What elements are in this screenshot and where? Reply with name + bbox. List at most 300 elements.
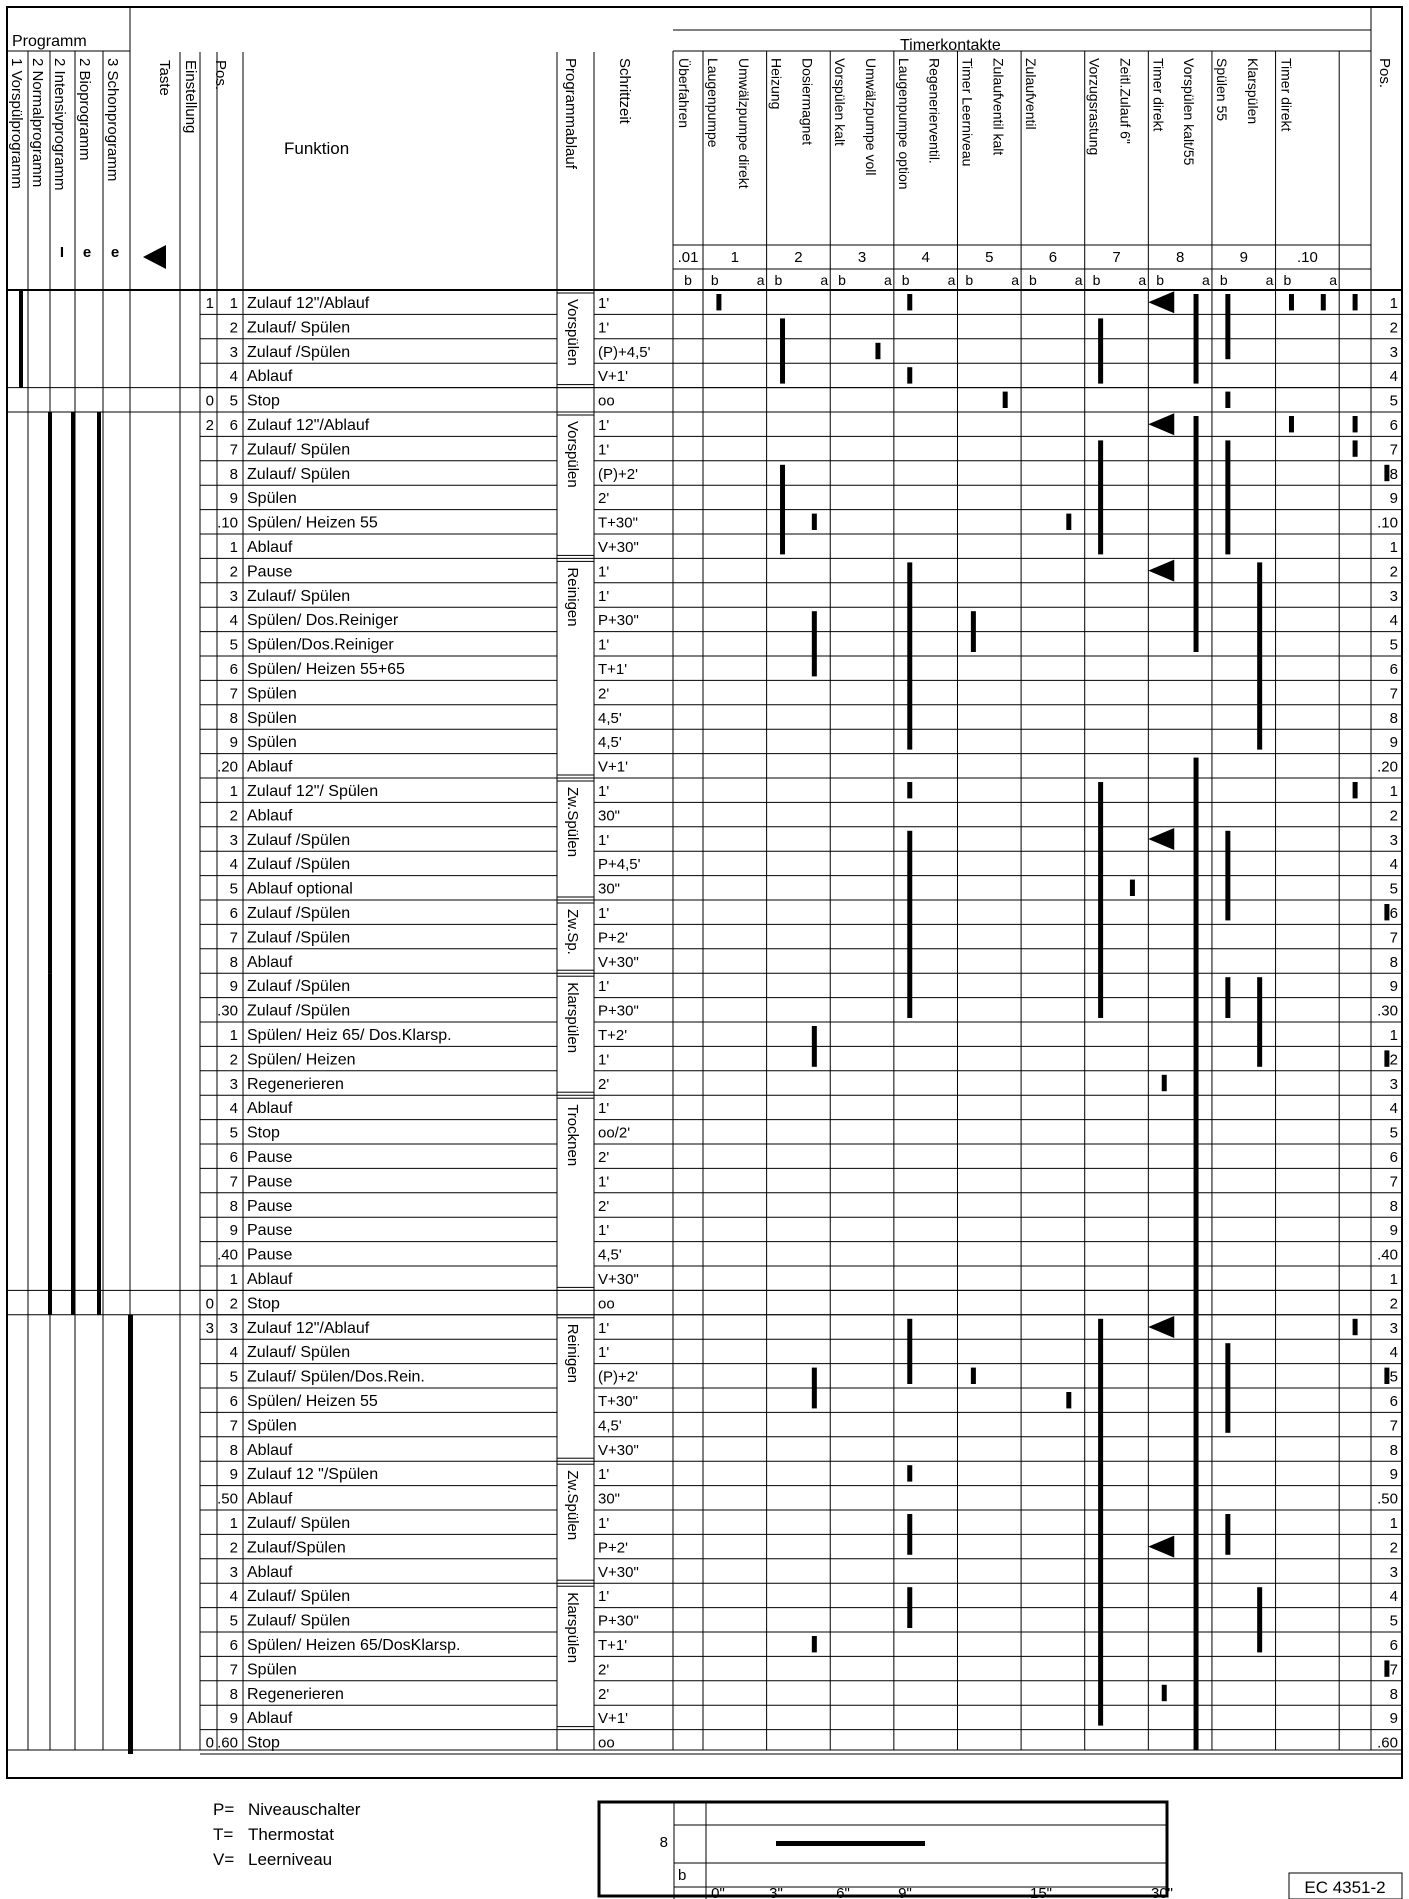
outer-frame (7, 7, 1402, 1778)
legend-key: V= (213, 1850, 235, 1869)
contact-bar (812, 514, 817, 530)
right-position: 5 (1389, 392, 1398, 410)
step-time: T+30" (598, 514, 638, 532)
position-value: 7 (229, 685, 238, 703)
position-value: 6 (229, 905, 238, 922)
function-text: Zulauf 12"/Ablauf (247, 417, 370, 434)
right-position: 6 (1389, 661, 1398, 678)
contact-bar (907, 1514, 912, 1555)
step-time: P+2' (598, 1539, 628, 1557)
right-position: 3 (1389, 587, 1398, 605)
step-time: 2' (598, 1685, 610, 1703)
right-position: 1 (1389, 295, 1398, 312)
right-position: 2 (1389, 1051, 1398, 1069)
function-text: Spülen/ Heiz 65/ Dos.Klarsp. (247, 1027, 452, 1044)
function-text: Zulauf /Spülen (247, 929, 351, 947)
function-text: Ablauf (247, 1441, 293, 1459)
step-time: 30" (598, 807, 621, 825)
contact-bar (1353, 416, 1358, 432)
contact-bar (1384, 1050, 1389, 1066)
phase-label: Zw.Sp. (564, 909, 581, 955)
contact-name-2-0: Heizung (768, 58, 785, 110)
function-text: Ablauf (247, 1490, 293, 1508)
legend-key: T= (213, 1825, 234, 1844)
contact-bar (907, 1587, 912, 1628)
function-text: Pause (247, 1149, 293, 1166)
step-time: 2' (598, 1149, 610, 1166)
ab-label: a (1329, 272, 1338, 288)
contact-bar (1162, 1075, 1167, 1091)
right-position: 2 (1389, 1295, 1398, 1313)
contact-bar (875, 343, 880, 359)
position-value: .40 (217, 1246, 238, 1264)
einstellung-value: 2 (205, 417, 214, 434)
position-value: 9 (229, 734, 238, 752)
step-time: oo (598, 392, 615, 410)
program-mark-4: e (110, 244, 120, 261)
step-time: 1' (598, 441, 610, 459)
ab-label: a (1265, 272, 1274, 288)
contact-bar (1194, 758, 1199, 1750)
ab-label: a (1138, 272, 1147, 288)
step-time: 1' (598, 1100, 610, 1118)
function-text: Stop (247, 1124, 280, 1142)
contact-bar (1194, 416, 1199, 652)
ab-label: b (1092, 272, 1101, 288)
program-header-4: 3 Schonprogramm (104, 58, 121, 182)
step-time: 4,5' (598, 1417, 622, 1435)
right-position: 2 (1389, 563, 1398, 581)
contact-bar (1066, 1392, 1071, 1408)
step-time: (P)+2' (598, 465, 638, 483)
contact-bar (1353, 782, 1358, 798)
program-header-1: 2 Normalprogramm (29, 58, 46, 188)
einstellung-label: Einstellung (182, 60, 199, 134)
position-value: 2 (229, 1051, 238, 1069)
function-text: Zulauf/ Spülen (247, 1588, 351, 1606)
taste-label: Taste (156, 60, 173, 96)
position-value: 3 (229, 587, 238, 605)
position-value: 1 (229, 1271, 238, 1288)
step-time: T+2' (598, 1027, 628, 1044)
function-text: Pause (247, 563, 293, 581)
right-position: 9 (1389, 734, 1398, 752)
ab-label: a (820, 272, 829, 288)
right-position: 8 (1389, 1441, 1398, 1459)
position-value: 4 (229, 1344, 238, 1362)
function-text: Zulauf 12 "/Spülen (247, 1466, 379, 1484)
einstellung-value: 1 (205, 295, 214, 312)
contact-bar (1130, 880, 1135, 896)
step-time: 30" (598, 1490, 621, 1508)
doc-code: EC 4351-2 (1304, 1878, 1386, 1897)
contact-bar (971, 1368, 976, 1384)
contact-name-10-0: Timer direkt (1278, 58, 1295, 132)
contact-bar (1353, 1319, 1358, 1335)
position-value: 3 (229, 343, 238, 361)
right-position: 6 (1389, 1637, 1398, 1654)
contact-bar (1384, 465, 1389, 481)
contact-name-9-0: Spülen 55 (1213, 58, 1230, 122)
right-position: 9 (1389, 1222, 1398, 1240)
right-position: 4 (1389, 1344, 1398, 1362)
step-time: V+30" (598, 1271, 639, 1288)
ab-label: a (756, 272, 765, 288)
step-time: 1' (598, 1319, 610, 1337)
legend-key: P= (213, 1800, 235, 1819)
step-time: 2' (598, 1075, 610, 1093)
ab-label: b (774, 272, 783, 288)
contact-bar (907, 294, 912, 310)
ab-label: a (883, 272, 892, 288)
contact-name-7-0: Vorzugsrastung (1086, 58, 1103, 156)
phase-label: Trocknen (564, 1104, 581, 1167)
contact-name-8-1: Vorspülen kalt/55 (1181, 58, 1198, 166)
function-text: Ablauf (247, 1100, 293, 1118)
position-value: 7 (229, 441, 238, 459)
function-text: Spülen (247, 734, 297, 752)
contact-name-9-1: Klarspülen (1244, 58, 1261, 125)
position-value: 1 (229, 783, 238, 800)
ab-label: b (1283, 272, 1292, 288)
contact-bar (1225, 294, 1230, 359)
program-mark-3: e (82, 244, 92, 261)
step-time: (P)+4,5' (598, 343, 651, 361)
contact-name-4-1: Regenerierventil. (926, 58, 943, 164)
right-position: 6 (1389, 1393, 1398, 1410)
right-position: 3 (1389, 1075, 1398, 1093)
position-value: 1 (229, 539, 238, 556)
right-position: 7 (1389, 1173, 1398, 1191)
taste-arrow-icon (143, 245, 166, 269)
contact-bar (1353, 294, 1358, 310)
ab-label: a (1011, 272, 1019, 288)
contact-bar (907, 1465, 912, 1481)
right-position: 2 (1389, 807, 1398, 825)
function-text: Zulauf/ Spülen (247, 441, 351, 459)
step-time: V+30" (598, 953, 639, 971)
timing-tick: 30" (1150, 1885, 1174, 1899)
function-text: Zulauf/ Spülen (247, 587, 351, 605)
contact-bar (1225, 1343, 1230, 1433)
right-position: 1 (1389, 539, 1398, 556)
vorzugsrastung-arrow-icon (1148, 1316, 1174, 1338)
right-position: 1 (1389, 783, 1398, 800)
phase-label: Klarspülen (564, 1592, 581, 1664)
contact-name-5-0: Timer Leerniveau (959, 58, 976, 167)
vorzugsrastung-arrow-icon (1148, 413, 1174, 435)
right-position: .30 (1377, 1002, 1398, 1020)
step-time: 1' (598, 783, 610, 800)
right-position: .10 (1377, 514, 1398, 532)
position-value: 6 (229, 1149, 238, 1166)
function-text: Spülen/ Dos.Reiniger (247, 612, 399, 630)
function-text: Zulauf/ Spülen (247, 1612, 351, 1630)
right-position: 2 (1389, 1539, 1398, 1557)
right-position: 7 (1389, 929, 1398, 947)
right-position: 3 (1389, 831, 1398, 849)
right-position: 9 (1389, 1710, 1398, 1728)
position-value: 7 (229, 1417, 238, 1435)
contact-name-5-1: Zulaufventil kalt (990, 58, 1007, 156)
step-time: 4,5' (598, 734, 622, 752)
step-time: 1' (598, 1515, 610, 1532)
contact-bar (1066, 514, 1071, 530)
position-value: 3 (229, 1075, 238, 1093)
right-position: 4 (1389, 856, 1398, 874)
position-value: 2 (229, 563, 238, 581)
ab-label: a (1074, 272, 1083, 288)
step-time: 1' (598, 1466, 610, 1484)
function-text: Spülen/ Heizen 65/DosKlarsp. (247, 1637, 461, 1654)
position-value: 6 (229, 661, 238, 678)
program-header-0: 1 Vorspülprogramm (8, 58, 25, 189)
step-time: 30" (598, 880, 621, 898)
phase-label: Zw.Spülen (564, 1470, 581, 1541)
position-value: 1 (229, 1515, 238, 1532)
ab-label: b (1219, 272, 1228, 288)
step-time: V+1' (598, 1710, 628, 1728)
right-position: .40 (1377, 1246, 1398, 1264)
function-text: Spülen (247, 685, 297, 703)
function-text: Zulauf /Spülen (247, 1002, 351, 1020)
right-position: 8 (1389, 709, 1398, 727)
contact-bar (812, 1636, 817, 1652)
function-text: Ablauf (247, 1710, 293, 1728)
function-text: Spülen/ Heizen 55 (247, 514, 378, 532)
contact-bar (1098, 1319, 1103, 1726)
contact-number-0: .01 (677, 249, 699, 266)
step-time: V+1' (598, 758, 628, 776)
position-value: 9 (229, 1222, 238, 1240)
contact-bar (1384, 1660, 1389, 1676)
taste-line (128, 1315, 133, 1754)
contact-bar (1225, 831, 1230, 921)
function-text: Zulauf 12"/ Spülen (247, 783, 379, 800)
right-position: 9 (1389, 1466, 1398, 1484)
ab-label: a (947, 272, 956, 288)
program-line (48, 973, 52, 1315)
right-position: 2 (1389, 319, 1398, 337)
contact-bar (907, 831, 912, 1018)
right-position: 5 (1389, 1368, 1398, 1386)
step-time: 1' (598, 319, 610, 337)
function-text: Zulauf/ Spülen (247, 319, 351, 337)
step-time: 1' (598, 587, 610, 605)
function-text: Pause (247, 1197, 293, 1215)
ab-label: b (901, 272, 910, 288)
position-value: .50 (217, 1490, 238, 1508)
step-time: V+30" (598, 539, 639, 556)
contact-name-7-1: Zeitl.Zulauf 6" (1117, 58, 1134, 144)
position-value: .20 (217, 758, 238, 776)
function-text: Spülen/ Heizen 55+65 (247, 661, 405, 678)
step-time: 1' (598, 417, 610, 434)
programmablauf-label: Programmablauf (562, 58, 579, 169)
ab-label: a (1202, 272, 1210, 288)
position-value: 5 (229, 1124, 238, 1142)
contact-bar (1321, 294, 1326, 310)
contact-number-2: 2 (794, 249, 803, 266)
program-line (48, 412, 52, 973)
step-time: 1' (598, 905, 610, 922)
right-position: 4 (1389, 612, 1398, 630)
contact-bar (1225, 1514, 1230, 1555)
ab-label: b (838, 272, 846, 288)
ab-label: b (684, 272, 692, 288)
position-value: 7 (229, 1173, 238, 1191)
step-time: 1' (598, 831, 610, 849)
contact-bar (1098, 318, 1103, 383)
contact-bar (907, 562, 912, 749)
function-text: Ablauf (247, 1271, 293, 1288)
position-value: .60 (217, 1734, 238, 1752)
right-position: 5 (1389, 1124, 1398, 1142)
position-value: 2 (229, 319, 238, 337)
contact-bar (1353, 440, 1358, 456)
right-position: 9 (1389, 490, 1398, 508)
right-position: 5 (1389, 636, 1398, 654)
function-text: Ablauf (247, 807, 293, 825)
position-value: 5 (229, 636, 238, 654)
step-time: V+30" (598, 1441, 639, 1459)
position-value: 8 (229, 1441, 238, 1459)
ab-label: b (1029, 272, 1037, 288)
position-value: 7 (229, 1661, 238, 1679)
right-position: 1 (1389, 1271, 1398, 1288)
step-time: 4,5' (598, 709, 622, 727)
contact-bar (716, 294, 721, 310)
step-time: (P)+2' (598, 1368, 638, 1386)
einstellung-value: 0 (205, 1734, 214, 1752)
ab-label: b (965, 272, 974, 288)
step-time: 1' (598, 978, 610, 996)
ab-label: b (710, 272, 719, 288)
function-text: Ablauf (247, 368, 293, 386)
step-time: 2' (598, 1661, 610, 1679)
timing-contact-label: b (678, 1867, 687, 1884)
contact-number-1: 1 (730, 249, 739, 266)
position-value: 4 (229, 856, 238, 874)
position-value: 3 (229, 831, 238, 849)
timerkontakte-label: Timerkontakte (900, 37, 1001, 54)
phase-label: Zw.Spülen (564, 787, 581, 858)
right-position: 8 (1389, 1197, 1398, 1215)
position-value: 8 (229, 953, 238, 971)
program-header-2: 2 Intensivprogramm (51, 58, 68, 191)
function-text: Spülen (247, 1417, 297, 1435)
contact-bar (971, 611, 976, 652)
vorzugsrastung-arrow-icon (1148, 828, 1174, 850)
step-time: 1' (598, 1588, 610, 1606)
contact-bar (780, 465, 785, 555)
timing-tick: 6" (836, 1885, 850, 1899)
position-value: 5 (229, 1612, 238, 1630)
function-text: Ablauf (247, 1563, 293, 1581)
schrittzeit-label: Schrittzeit (616, 58, 633, 124)
position-value: 9 (229, 1710, 238, 1728)
step-time: 1' (598, 563, 610, 581)
position-value: 1 (229, 1027, 238, 1044)
function-text: Stop (247, 1295, 280, 1313)
position-value: 9 (229, 978, 238, 996)
function-text: Zulauf /Spülen (247, 831, 351, 849)
position-value: 8 (229, 1197, 238, 1215)
einstellung-value: 0 (205, 392, 214, 410)
position-value: 4 (229, 368, 238, 386)
vorzugsrastung-arrow-icon (1148, 291, 1174, 313)
position-value: 3 (229, 1319, 238, 1337)
contact-name-8-0: Timer direkt (1150, 58, 1167, 132)
position-value: 8 (229, 709, 238, 727)
contact-bar (1225, 977, 1230, 1018)
step-time: V+1' (598, 368, 628, 386)
right-position: 8 (1389, 1685, 1398, 1703)
right-position: 9 (1389, 978, 1398, 996)
right-position: 1 (1389, 1515, 1398, 1532)
step-time: 1' (598, 1051, 610, 1069)
phase-label: Klarspülen (564, 982, 581, 1054)
contact-bar (1098, 440, 1103, 554)
function-text: Pause (247, 1246, 293, 1264)
legend-text: Niveauschalter (248, 1800, 361, 1819)
contact-name-3-0: Vorspülen kalt (832, 58, 849, 146)
function-text: Stop (247, 392, 280, 410)
position-value: .10 (217, 514, 238, 532)
contact-name-1-1: Umwälzpumpe direkt (735, 58, 752, 189)
phase-label: Vorspülen (564, 299, 581, 366)
program-mark-2: I (59, 244, 65, 261)
contact-bar (1257, 562, 1262, 749)
einstellung-value: 3 (205, 1319, 214, 1337)
phase-label: Reinigen (564, 1323, 581, 1384)
step-time: 1' (598, 1173, 610, 1191)
position-value: 8 (229, 465, 238, 483)
right-position: 3 (1389, 1319, 1398, 1337)
right-position: 7 (1389, 1661, 1398, 1679)
step-time: P+30" (598, 612, 639, 630)
function-text: Stop (247, 1734, 280, 1752)
contact-name-0-0: Überfahren (676, 58, 692, 129)
step-time: T+1' (598, 1637, 628, 1654)
function-text: Ablauf optional (247, 880, 353, 898)
programm-label: Programm (12, 33, 87, 50)
function-text: Zulauf /Spülen (247, 978, 351, 996)
right-position: 7 (1389, 685, 1398, 703)
position-value: 9 (229, 490, 238, 508)
function-text: Zulauf /Spülen (247, 856, 351, 874)
timing-tick: 15" (1029, 1885, 1053, 1899)
step-time: oo (598, 1295, 615, 1313)
step-time: 2' (598, 685, 610, 703)
contact-bar (1384, 1368, 1389, 1384)
step-time: 4,5' (598, 1246, 622, 1264)
step-time: P+30" (598, 1002, 639, 1020)
timing-tick: 9" (898, 1885, 912, 1899)
function-text: Zulauf 12"/Ablauf (247, 1319, 370, 1337)
function-text: Spülen/Dos.Reiniger (247, 636, 394, 654)
position-value: 4 (229, 1100, 238, 1118)
timing-tick: 3" (769, 1885, 783, 1899)
contact-name-6-0: Zulaufventil (1023, 58, 1040, 130)
position-value: 4 (229, 1588, 238, 1606)
position-value: 5 (229, 880, 238, 898)
vorzugsrastung-arrow-icon (1148, 1536, 1174, 1558)
right-position: 4 (1389, 368, 1398, 386)
right-position: 7 (1389, 1417, 1398, 1435)
function-text: Pause (247, 1222, 293, 1240)
contact-number-3: 3 (857, 249, 867, 266)
